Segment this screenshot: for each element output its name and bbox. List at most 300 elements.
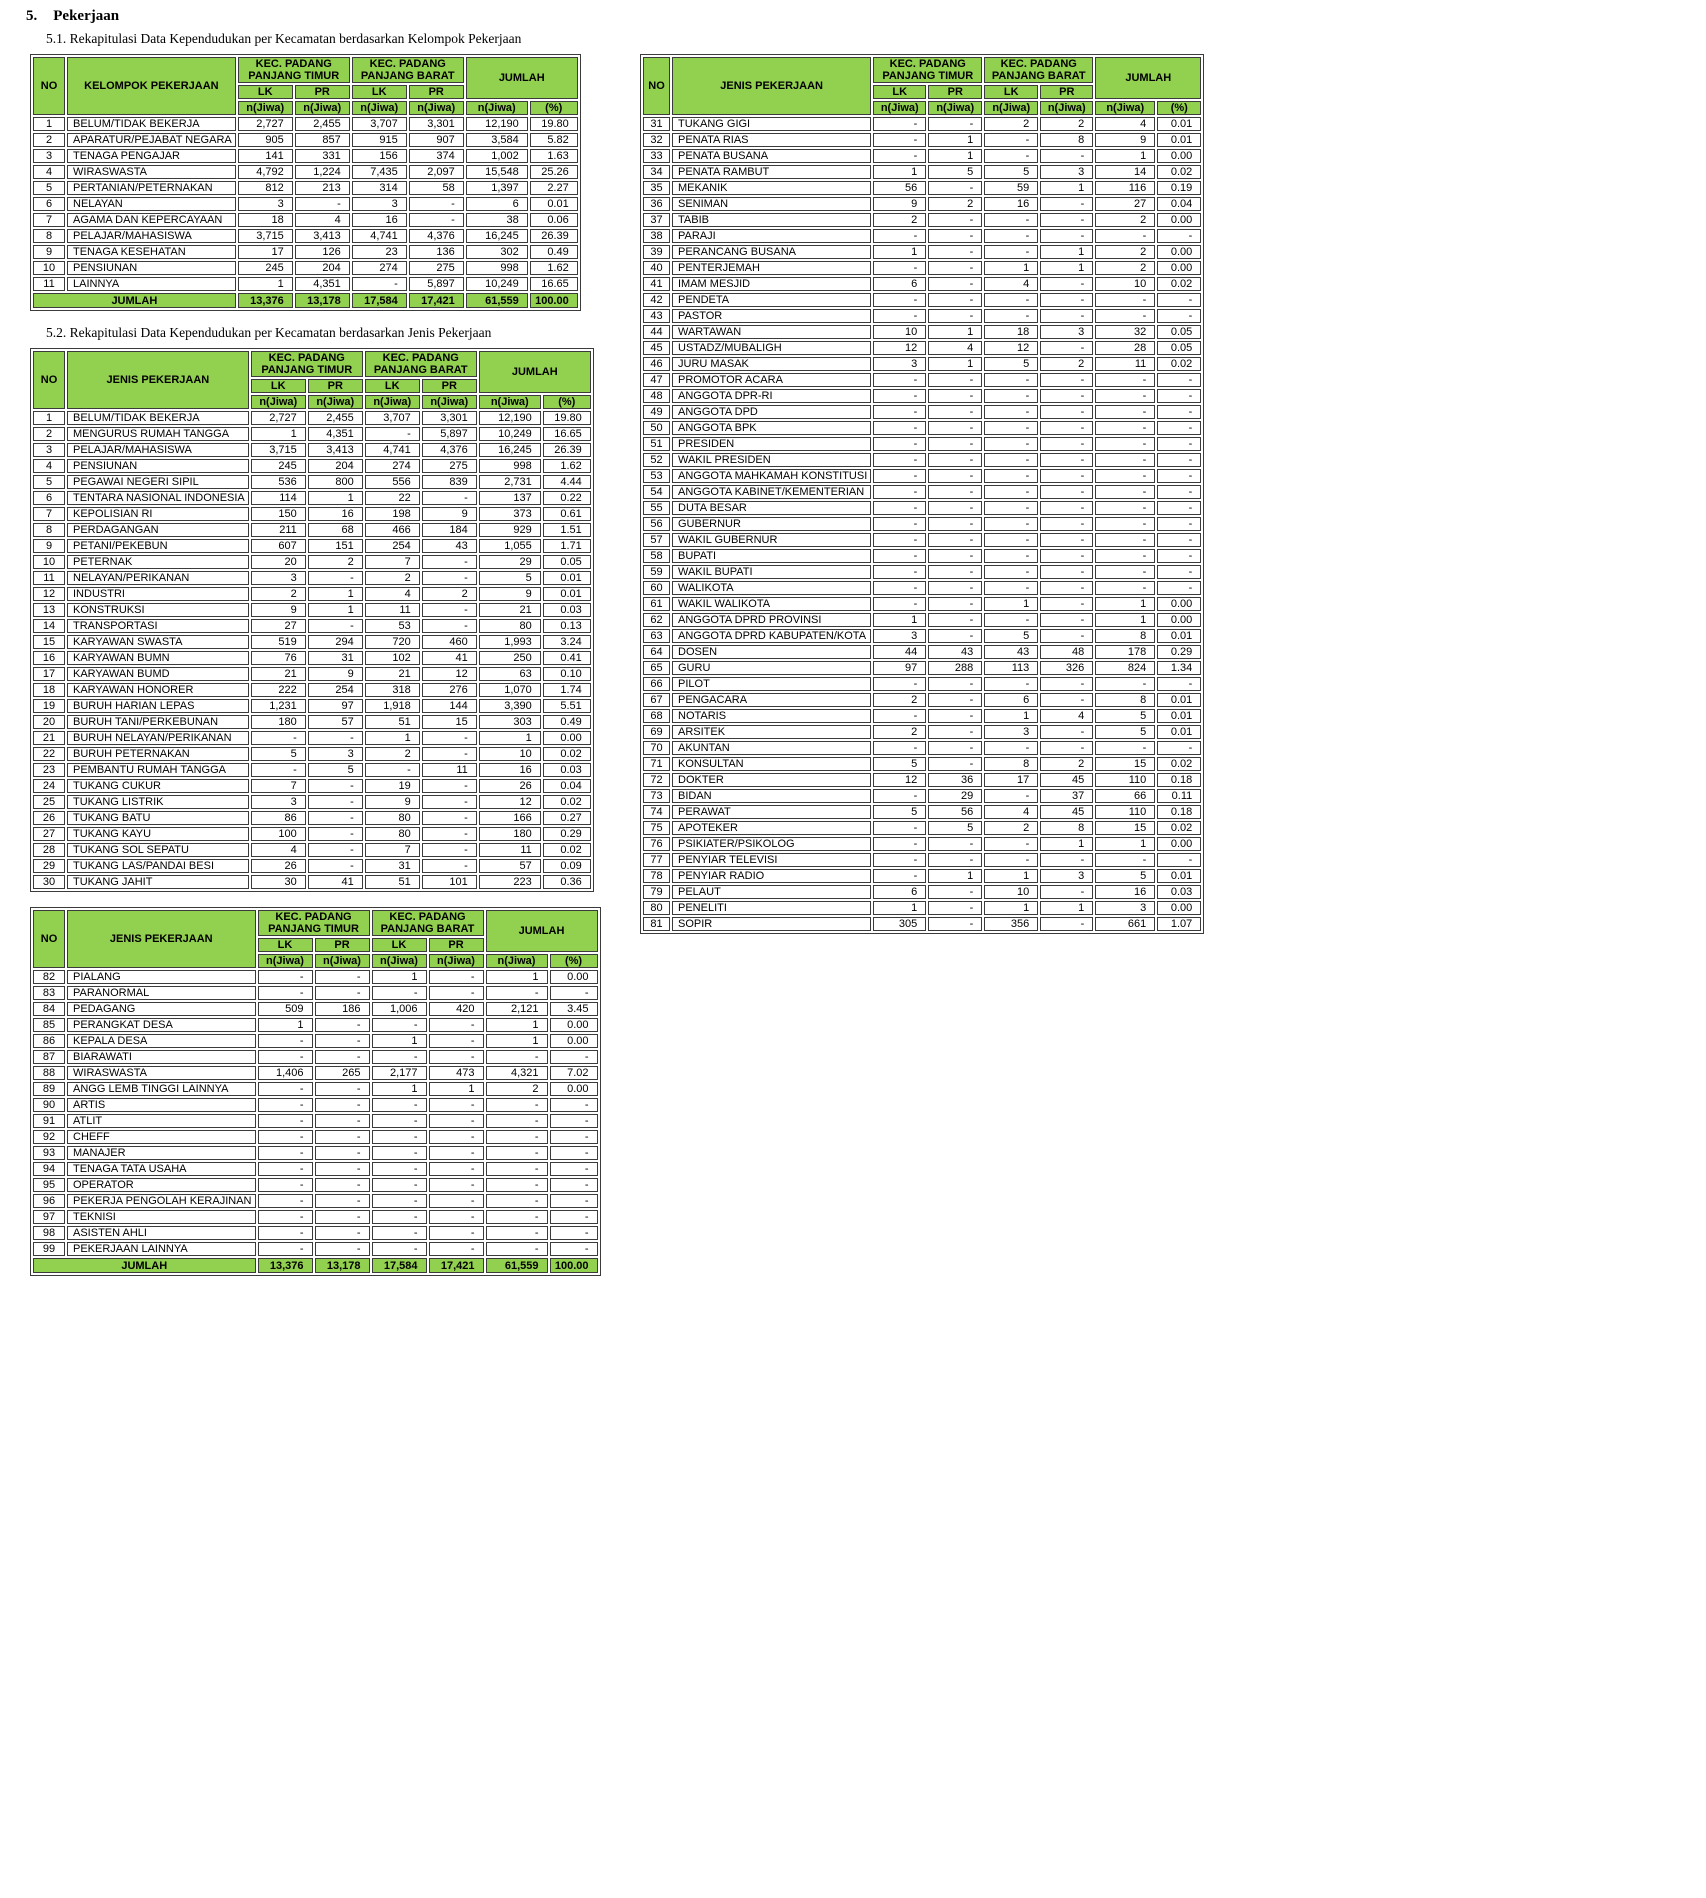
- job-name-cell: BURUH NELAYAN/PERIKANAN: [67, 731, 249, 745]
- value-cell: -: [422, 827, 477, 841]
- row-number-cell: 15: [33, 635, 65, 649]
- value-cell: 4,321: [486, 1066, 548, 1080]
- table-row: [643, 805, 1201, 819]
- value-cell: -: [1040, 693, 1093, 707]
- value-cell: 1: [928, 869, 982, 883]
- table-row: [33, 1098, 598, 1112]
- col-header-njiwa: n(Jiwa): [928, 101, 982, 115]
- job-name-cell: IMAM MESJID: [672, 277, 871, 291]
- value-cell: -: [984, 469, 1038, 483]
- value-cell: -: [486, 1162, 548, 1176]
- job-name-cell: TUKANG BATU: [67, 811, 249, 825]
- table-row: [33, 1114, 598, 1128]
- row-number-cell: 84: [33, 1002, 65, 1016]
- value-cell: 15: [1095, 757, 1155, 771]
- value-cell: 9: [479, 587, 541, 601]
- value-cell: 43: [422, 539, 477, 553]
- table-row: [643, 741, 1201, 755]
- row-number-cell: 70: [643, 741, 670, 755]
- col-header-jumlah: JUMLAH: [479, 351, 591, 393]
- value-cell: -: [873, 469, 926, 483]
- job-name-cell: NELAYAN: [67, 197, 236, 211]
- job-name-cell: TUKANG SOL SEPATU: [67, 843, 249, 857]
- row-number-cell: 33: [643, 149, 670, 163]
- value-cell: 661: [1095, 917, 1155, 931]
- value-cell: -: [372, 1226, 427, 1240]
- value-cell: -: [928, 181, 982, 195]
- table-row: [643, 901, 1201, 915]
- value-cell: 198: [365, 507, 420, 521]
- value-cell: -: [295, 197, 350, 211]
- table-row: [33, 1146, 598, 1160]
- value-cell: 11: [365, 603, 420, 617]
- value-cell: 4,741: [352, 229, 407, 243]
- row-number-cell: 32: [643, 133, 670, 147]
- value-cell: 31: [365, 859, 420, 873]
- value-cell: 4: [365, 587, 420, 601]
- row-number-cell: 35: [643, 181, 670, 195]
- value-cell: -: [928, 709, 982, 723]
- value-cell: 43: [928, 645, 982, 659]
- value-cell: -: [486, 1210, 548, 1224]
- value-cell: -: [1040, 629, 1093, 643]
- value-cell: 25.26: [530, 165, 578, 179]
- value-cell: -: [372, 1050, 427, 1064]
- table-row: [643, 261, 1201, 275]
- table-row: [643, 549, 1201, 563]
- row-number-cell: 4: [33, 459, 65, 473]
- row-number-cell: 42: [643, 293, 670, 307]
- col-header-pr: PR: [409, 85, 464, 99]
- value-cell: 9: [422, 507, 477, 521]
- table-row: [33, 667, 591, 681]
- value-cell: 26: [479, 779, 541, 793]
- value-cell: 5: [1095, 725, 1155, 739]
- value-cell: 178: [1095, 645, 1155, 659]
- value-cell: 3,413: [308, 443, 363, 457]
- value-cell: 4,792: [238, 165, 293, 179]
- value-cell: -: [928, 453, 982, 467]
- col-header-jumlah: JUMLAH: [486, 910, 598, 952]
- value-cell: 1.51: [543, 523, 591, 537]
- job-name-cell: PENATA BUSANA: [672, 149, 871, 163]
- table-row: [33, 699, 591, 713]
- value-cell: -: [372, 1162, 427, 1176]
- value-cell: 10,249: [479, 427, 541, 441]
- value-cell: 1: [1040, 261, 1093, 275]
- total-value-cell: 61,559: [486, 1258, 548, 1273]
- value-cell: -: [429, 1130, 484, 1144]
- value-cell: 12: [422, 667, 477, 681]
- value-cell: -: [372, 1194, 427, 1208]
- value-cell: 0.36: [543, 875, 591, 889]
- value-cell: -: [1095, 549, 1155, 563]
- value-cell: 1: [984, 597, 1038, 611]
- value-cell: 0.03: [543, 603, 591, 617]
- row-number-cell: 16: [33, 651, 65, 665]
- col-header-jumlah: JUMLAH: [1095, 57, 1201, 99]
- job-name-cell: MENGURUS RUMAH TANGGA: [67, 427, 249, 441]
- value-cell: 10: [1095, 277, 1155, 291]
- value-cell: 1.74: [543, 683, 591, 697]
- value-cell: 305: [873, 917, 926, 931]
- table-row: [33, 1162, 598, 1176]
- value-cell: 5: [251, 747, 306, 761]
- value-cell: 0.00: [550, 1018, 598, 1032]
- job-name-cell: ANGGOTA KABINET/KEMENTERIAN: [672, 485, 871, 499]
- job-name-cell: DUTA BESAR: [672, 501, 871, 515]
- row-number-cell: 56: [643, 517, 670, 531]
- row-number-cell: 24: [33, 779, 65, 793]
- col-header-no: NO: [33, 910, 65, 968]
- table-row: [643, 581, 1201, 595]
- value-cell: -: [928, 853, 982, 867]
- value-cell: 0.19: [1157, 181, 1201, 195]
- job-name-cell: PENDETA: [672, 293, 871, 307]
- row-number-cell: 34: [643, 165, 670, 179]
- value-cell: -: [251, 763, 306, 777]
- value-cell: 11: [479, 843, 541, 857]
- value-cell: 2,727: [251, 411, 306, 425]
- value-cell: 19.80: [530, 117, 578, 131]
- value-cell: 102: [365, 651, 420, 665]
- value-cell: -: [873, 741, 926, 755]
- value-cell: -: [429, 1178, 484, 1192]
- value-cell: 1: [873, 613, 926, 627]
- value-cell: -: [928, 389, 982, 403]
- job-name-cell: PSIKIATER/PSIKOLOG: [672, 837, 871, 851]
- value-cell: 100: [251, 827, 306, 841]
- table-jenis-pekerjaan-31-81: [640, 54, 1204, 934]
- row-number-cell: 85: [33, 1018, 65, 1032]
- job-name-cell: KARYAWAN HONORER: [67, 683, 249, 697]
- value-cell: 0.61: [543, 507, 591, 521]
- col-header-njiwa: n(Jiwa): [251, 395, 306, 409]
- row-number-cell: 73: [643, 789, 670, 803]
- job-name-cell: PENSIUNAN: [67, 261, 236, 275]
- table-jenis-pekerjaan-1-30: [30, 348, 594, 892]
- row-number-cell: 49: [643, 405, 670, 419]
- value-cell: 1: [928, 149, 982, 163]
- value-cell: 1: [984, 261, 1038, 275]
- value-cell: 5: [984, 629, 1038, 643]
- table-row: [643, 485, 1201, 499]
- value-cell: 294: [308, 635, 363, 649]
- value-cell: 6: [984, 693, 1038, 707]
- job-name-cell: WALIKOTA: [672, 581, 871, 595]
- col-header-pr: PR: [1040, 85, 1093, 99]
- value-cell: 1: [251, 427, 306, 441]
- value-cell: 0.02: [543, 747, 591, 761]
- value-cell: 5: [479, 571, 541, 585]
- value-cell: 3: [873, 357, 926, 371]
- job-name-cell: KARYAWAN SWASTA: [67, 635, 249, 649]
- value-cell: -: [984, 213, 1038, 227]
- value-cell: 1: [308, 587, 363, 601]
- job-name-cell: KEPOLISIAN RI: [67, 507, 249, 521]
- value-cell: -: [365, 427, 420, 441]
- value-cell: 0.04: [543, 779, 591, 793]
- row-number-cell: 82: [33, 970, 65, 984]
- row-number-cell: 3: [33, 149, 65, 163]
- col-header-pr: PR: [295, 85, 350, 99]
- value-cell: -: [1157, 469, 1201, 483]
- value-cell: 16: [479, 763, 541, 777]
- value-cell: -: [258, 1114, 313, 1128]
- row-number-cell: 7: [33, 213, 65, 227]
- value-cell: -: [315, 1050, 370, 1064]
- value-cell: 3,707: [365, 411, 420, 425]
- value-cell: 2.27: [530, 181, 578, 195]
- value-cell: -: [1040, 389, 1093, 403]
- value-cell: 0.00: [1157, 149, 1201, 163]
- value-cell: 8: [1040, 133, 1093, 147]
- job-name-cell: NELAYAN/PERIKANAN: [67, 571, 249, 585]
- value-cell: 12,190: [479, 411, 541, 425]
- value-cell: -: [984, 421, 1038, 435]
- value-cell: -: [928, 261, 982, 275]
- value-cell: 839: [422, 475, 477, 489]
- value-cell: -: [984, 613, 1038, 627]
- value-cell: -: [258, 1130, 313, 1144]
- value-cell: 17: [238, 245, 293, 259]
- value-cell: 2: [1040, 357, 1093, 371]
- row-number-cell: 21: [33, 731, 65, 745]
- value-cell: 51: [365, 875, 420, 889]
- col-header-njiwa: n(Jiwa): [984, 101, 1038, 115]
- value-cell: 27: [1095, 197, 1155, 211]
- col-header-jumlah: JUMLAH: [466, 57, 578, 99]
- value-cell: 10: [873, 325, 926, 339]
- row-number-cell: 6: [33, 491, 65, 505]
- col-header-jenis: JENIS PEKERJAAN: [672, 57, 871, 115]
- total-value-cell: 17,584: [372, 1258, 427, 1273]
- job-name-cell: PELAUT: [672, 885, 871, 899]
- job-name-cell: JURU MASAK: [672, 357, 871, 371]
- value-cell: -: [873, 853, 926, 867]
- value-cell: 607: [251, 539, 306, 553]
- value-cell: 12: [479, 795, 541, 809]
- value-cell: -: [429, 1114, 484, 1128]
- job-name-cell: NOTARIS: [672, 709, 871, 723]
- value-cell: -: [1157, 741, 1201, 755]
- value-cell: 16: [984, 197, 1038, 211]
- table-row: [33, 1002, 598, 1016]
- table-row: [643, 565, 1201, 579]
- value-cell: -: [486, 1050, 548, 1064]
- table-row: [643, 869, 1201, 883]
- value-cell: 2: [873, 725, 926, 739]
- value-cell: -: [1095, 389, 1155, 403]
- col-header-njiwa: n(Jiwa): [422, 395, 477, 409]
- value-cell: 3,301: [422, 411, 477, 425]
- value-cell: -: [1040, 741, 1093, 755]
- table-row: [643, 309, 1201, 323]
- table-row: [33, 427, 591, 441]
- section-heading: [26, 8, 119, 25]
- job-name-cell: TUKANG LISTRIK: [67, 795, 249, 809]
- value-cell: -: [308, 779, 363, 793]
- value-cell: -: [1095, 565, 1155, 579]
- value-cell: -: [1095, 469, 1155, 483]
- value-cell: 1: [479, 731, 541, 745]
- value-cell: 141: [238, 149, 293, 163]
- row-number-cell: 2: [33, 427, 65, 441]
- job-name-cell: USTADZ/MUBALIGH: [672, 341, 871, 355]
- table-row: [33, 1018, 598, 1032]
- table-5-2-caption: 5.2. Rekapitulasi Data Kependudukan per Kecamatan berdasarkan Jenis Pekerjaan: [46, 325, 492, 340]
- value-cell: -: [258, 1146, 313, 1160]
- value-cell: 519: [251, 635, 306, 649]
- value-cell: 1: [1040, 245, 1093, 259]
- value-cell: 6: [873, 277, 926, 291]
- value-cell: 26.39: [530, 229, 578, 243]
- table-row: [33, 213, 578, 227]
- value-cell: -: [1040, 293, 1093, 307]
- table-row: [33, 747, 591, 761]
- row-number-cell: 97: [33, 1210, 65, 1224]
- table-jenis-pekerjaan-82-99: [30, 907, 601, 1276]
- value-cell: 3: [238, 197, 293, 211]
- row-number-cell: 26: [33, 811, 65, 825]
- value-cell: 11: [1095, 357, 1155, 371]
- value-cell: 275: [422, 459, 477, 473]
- row-number-cell: 78: [643, 869, 670, 883]
- value-cell: 17: [984, 773, 1038, 787]
- value-cell: -: [1095, 853, 1155, 867]
- table-row: [33, 635, 591, 649]
- row-number-cell: 77: [643, 853, 670, 867]
- value-cell: 56: [928, 805, 982, 819]
- value-cell: -: [372, 1210, 427, 1224]
- col-header-lk: LK: [352, 85, 407, 99]
- job-name-cell: PIALANG: [67, 970, 256, 984]
- value-cell: -: [928, 245, 982, 259]
- col-header-pr: PR: [315, 938, 370, 952]
- value-cell: 0.01: [1157, 629, 1201, 643]
- value-cell: 16: [1095, 885, 1155, 899]
- value-cell: 0.11: [1157, 789, 1201, 803]
- table-row: [33, 795, 591, 809]
- table-row: [33, 811, 591, 825]
- value-cell: -: [1040, 437, 1093, 451]
- value-cell: 15: [1095, 821, 1155, 835]
- value-cell: 1: [873, 901, 926, 915]
- value-cell: -: [984, 853, 1038, 867]
- value-cell: 20: [251, 555, 306, 569]
- row-number-cell: 29: [33, 859, 65, 873]
- value-cell: 1: [928, 133, 982, 147]
- value-cell: 41: [308, 875, 363, 889]
- col-header-njiwa: n(Jiwa): [238, 101, 293, 115]
- value-cell: -: [308, 859, 363, 873]
- row-number-cell: 72: [643, 773, 670, 787]
- col-header-njiwa: n(Jiwa): [308, 395, 363, 409]
- value-cell: 0.18: [1157, 805, 1201, 819]
- value-cell: 720: [365, 635, 420, 649]
- row-number-cell: 55: [643, 501, 670, 515]
- total-value-cell: 17,421: [429, 1258, 484, 1273]
- row-number-cell: 9: [33, 245, 65, 259]
- value-cell: 0.02: [1157, 357, 1201, 371]
- value-cell: 254: [365, 539, 420, 553]
- table-row: [33, 715, 591, 729]
- table-row: [33, 443, 591, 457]
- value-cell: 0.06: [530, 213, 578, 227]
- value-cell: -: [550, 1178, 598, 1192]
- value-cell: -: [251, 731, 306, 745]
- col-header-pr: PR: [308, 379, 363, 393]
- value-cell: 0.49: [543, 715, 591, 729]
- value-cell: 1,397: [466, 181, 528, 195]
- job-name-cell: PERANGKAT DESA: [67, 1018, 256, 1032]
- value-cell: 110: [1095, 773, 1155, 787]
- row-number-cell: 5: [33, 181, 65, 195]
- value-cell: 1: [1095, 597, 1155, 611]
- job-name-cell: ANGGOTA DPRD KABUPATEN/KOTA: [672, 629, 871, 643]
- value-cell: -: [1095, 373, 1155, 387]
- value-cell: 245: [238, 261, 293, 275]
- value-cell: -: [486, 1194, 548, 1208]
- table-row: [643, 629, 1201, 643]
- value-cell: -: [1157, 421, 1201, 435]
- job-name-cell: PETANI/PEKEBUN: [67, 539, 249, 553]
- value-cell: 0.03: [543, 763, 591, 777]
- value-cell: -: [984, 309, 1038, 323]
- value-cell: 2,121: [486, 1002, 548, 1016]
- table-row: [643, 437, 1201, 451]
- total-label-cell: JUMLAH: [33, 293, 236, 308]
- value-cell: -: [928, 613, 982, 627]
- value-cell: 3: [251, 795, 306, 809]
- job-name-cell: PILOT: [672, 677, 871, 691]
- row-number-cell: 11: [33, 277, 65, 291]
- value-cell: 32: [1095, 325, 1155, 339]
- table-row: [643, 165, 1201, 179]
- value-cell: 204: [295, 261, 350, 275]
- col-header-district-barat: KEC. PADANG PANJANG BARAT: [984, 57, 1093, 83]
- job-name-cell: TABIB: [672, 213, 871, 227]
- value-cell: 5: [928, 821, 982, 835]
- col-header-njiwa: n(Jiwa): [1095, 101, 1155, 115]
- total-value-cell: 13,178: [295, 293, 350, 308]
- value-cell: -: [422, 747, 477, 761]
- value-cell: -: [258, 1034, 313, 1048]
- value-cell: -: [1157, 229, 1201, 243]
- value-cell: 2: [1095, 245, 1155, 259]
- value-cell: 0.49: [530, 245, 578, 259]
- job-name-cell: BURUH TANI/PERKEBUNAN: [67, 715, 249, 729]
- value-cell: -: [422, 843, 477, 857]
- value-cell: 137: [479, 491, 541, 505]
- value-cell: 4,376: [422, 443, 477, 457]
- row-number-cell: 17: [33, 667, 65, 681]
- value-cell: 59: [984, 181, 1038, 195]
- value-cell: -: [984, 389, 1038, 403]
- value-cell: 2: [486, 1082, 548, 1096]
- job-name-cell: WIRASWASTA: [67, 1066, 256, 1080]
- col-header-njiwa: n(Jiwa): [429, 954, 484, 968]
- value-cell: 3.45: [550, 1002, 598, 1016]
- table-row: [33, 459, 591, 473]
- value-cell: 460: [422, 635, 477, 649]
- row-number-cell: 94: [33, 1162, 65, 1176]
- job-name-cell: TUKANG JAHIT: [67, 875, 249, 889]
- value-cell: -: [1157, 533, 1201, 547]
- value-cell: -: [928, 549, 982, 563]
- job-name-cell: PENSIUNAN: [67, 459, 249, 473]
- value-cell: 136: [409, 245, 464, 259]
